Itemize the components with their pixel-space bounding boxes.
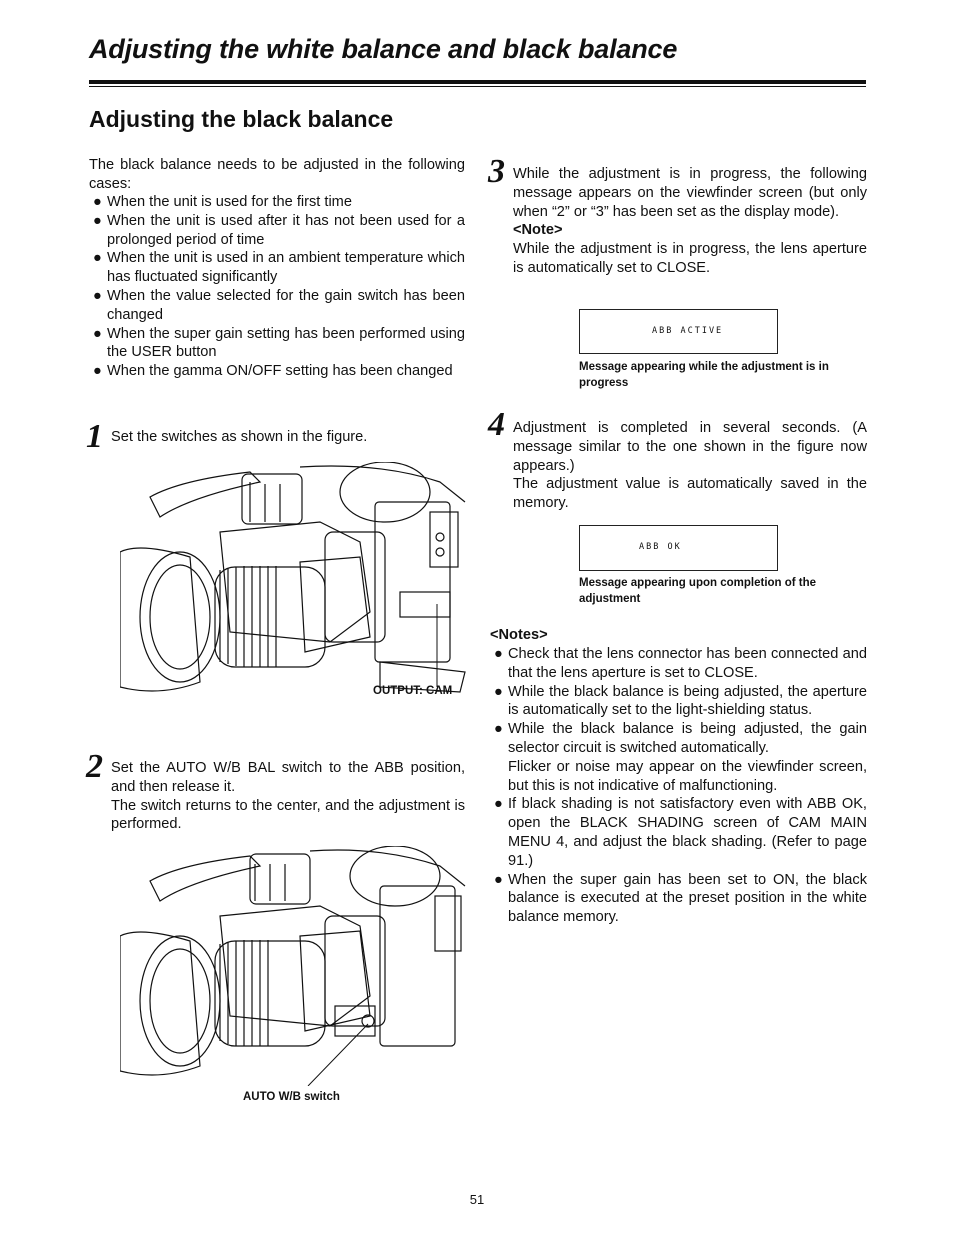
step-1-number: 1: [86, 418, 103, 455]
list-item: ● When the value selected for the gain switch has been changed: [93, 287, 465, 323]
list-item: ● When the super gain has been set to ON, the black balance is executed at the preset position in the white balance memory.: [494, 871, 867, 926]
viewfinder-message-abb-ok: ABB OK: [579, 525, 778, 571]
step-3-text: While the adjustment is in progress, the following message appears on the viewfinder screen (but only when “2” or “3” has been set as the display mode). <Note> While the adjustment is in progress, the lens aperture is automatically set to CLOSE.: [513, 166, 867, 276]
list-item: ● When the unit is used in an ambient temperature which has fluctuated significantly: [93, 250, 465, 286]
notes-list: [492, 645, 867, 927]
step-2-text: Set the AUTO W/B BAL switch to the ABB position, and then release it. The switch returns to the center, and the adjustment is performed.: [111, 760, 465, 833]
bullet-icon: ●: [93, 287, 102, 304]
list-item: ● When the unit is used after it has not been used for a prolonged period of time: [93, 212, 465, 248]
list-item: ● Check that the lens connector has been connected and that the lens aperture is set to CLOSE.: [494, 646, 867, 681]
bullet-icon: ●: [494, 683, 503, 700]
bullet-icon: ●: [494, 796, 503, 813]
bullet-icon: ●: [93, 212, 102, 229]
step-1-text: Set the switches as shown in the figure.: [111, 429, 368, 445]
bullet-icon: ●: [93, 250, 102, 267]
list-item: ● While the black balance is being adjusted, the gain selector circuit is switched automatically. Flicker or noise may appear on the viewfinder screen, but this is not indicative of malfunctioning.: [494, 721, 867, 794]
list-item: ● While the black balance is being adjusted, the aperture is automatically set to the light-shielding status.: [494, 683, 867, 719]
notes-title: <Notes>: [490, 627, 548, 643]
viewfinder-message-abb-active: ABB ACTIVE: [579, 309, 778, 354]
section-title: Adjusting the black balance: [89, 106, 394, 132]
camera-figure-output-cam: [120, 462, 466, 702]
figure-label-auto-wb-switch: AUTO W/B switch: [243, 1091, 340, 1103]
caption-abb-active: Message appearing while the adjustment is in progress: [579, 361, 829, 389]
step-4-number: 4: [488, 406, 505, 443]
bullet-icon: ●: [93, 363, 102, 380]
header-rule-thin: [89, 86, 866, 87]
bullet-icon: ●: [494, 646, 503, 662]
bullet-icon: ●: [494, 721, 503, 738]
step-3-number: 3: [488, 153, 505, 190]
camera-figure-auto-wb-switch: [120, 846, 466, 1086]
intro-text: The black balance needs to be adjusted in the following cases:: [89, 157, 465, 192]
figure-label-output-cam: OUTPUT: CAM: [373, 685, 453, 697]
header-rule-thick: [89, 80, 866, 84]
caption-abb-ok: Message appearing upon completion of the adjustment: [579, 577, 817, 605]
step-2-number: 2: [86, 748, 103, 785]
page-number: 51: [469, 1192, 485, 1207]
list-item: ● If black shading is not satisfactory even with ABB OK, open the BLACK SHADING screen of CAM MAIN MENU 4, and adjust the black shading. (Refer to page 91.): [494, 796, 867, 869]
bullet-icon: ●: [93, 325, 102, 342]
bullet-icon: ●: [93, 194, 102, 210]
list-item: ● When the gamma ON/OFF setting has been changed: [93, 363, 453, 380]
step-4-text: Adjustment is completed in several seconds. (A message similar to the one shown in the figure now appears.) The adjustment value is automatically saved in the memory.: [513, 420, 867, 512]
intro-bullet-list: [89, 193, 465, 381]
list-item: ● When the unit is used for the first time: [93, 194, 352, 210]
list-item: ● When the super gain setting has been performed using the USER button: [93, 325, 465, 361]
page-header-title: Adjusting the white balance and black balance: [89, 34, 678, 64]
bullet-icon: ●: [494, 871, 503, 888]
